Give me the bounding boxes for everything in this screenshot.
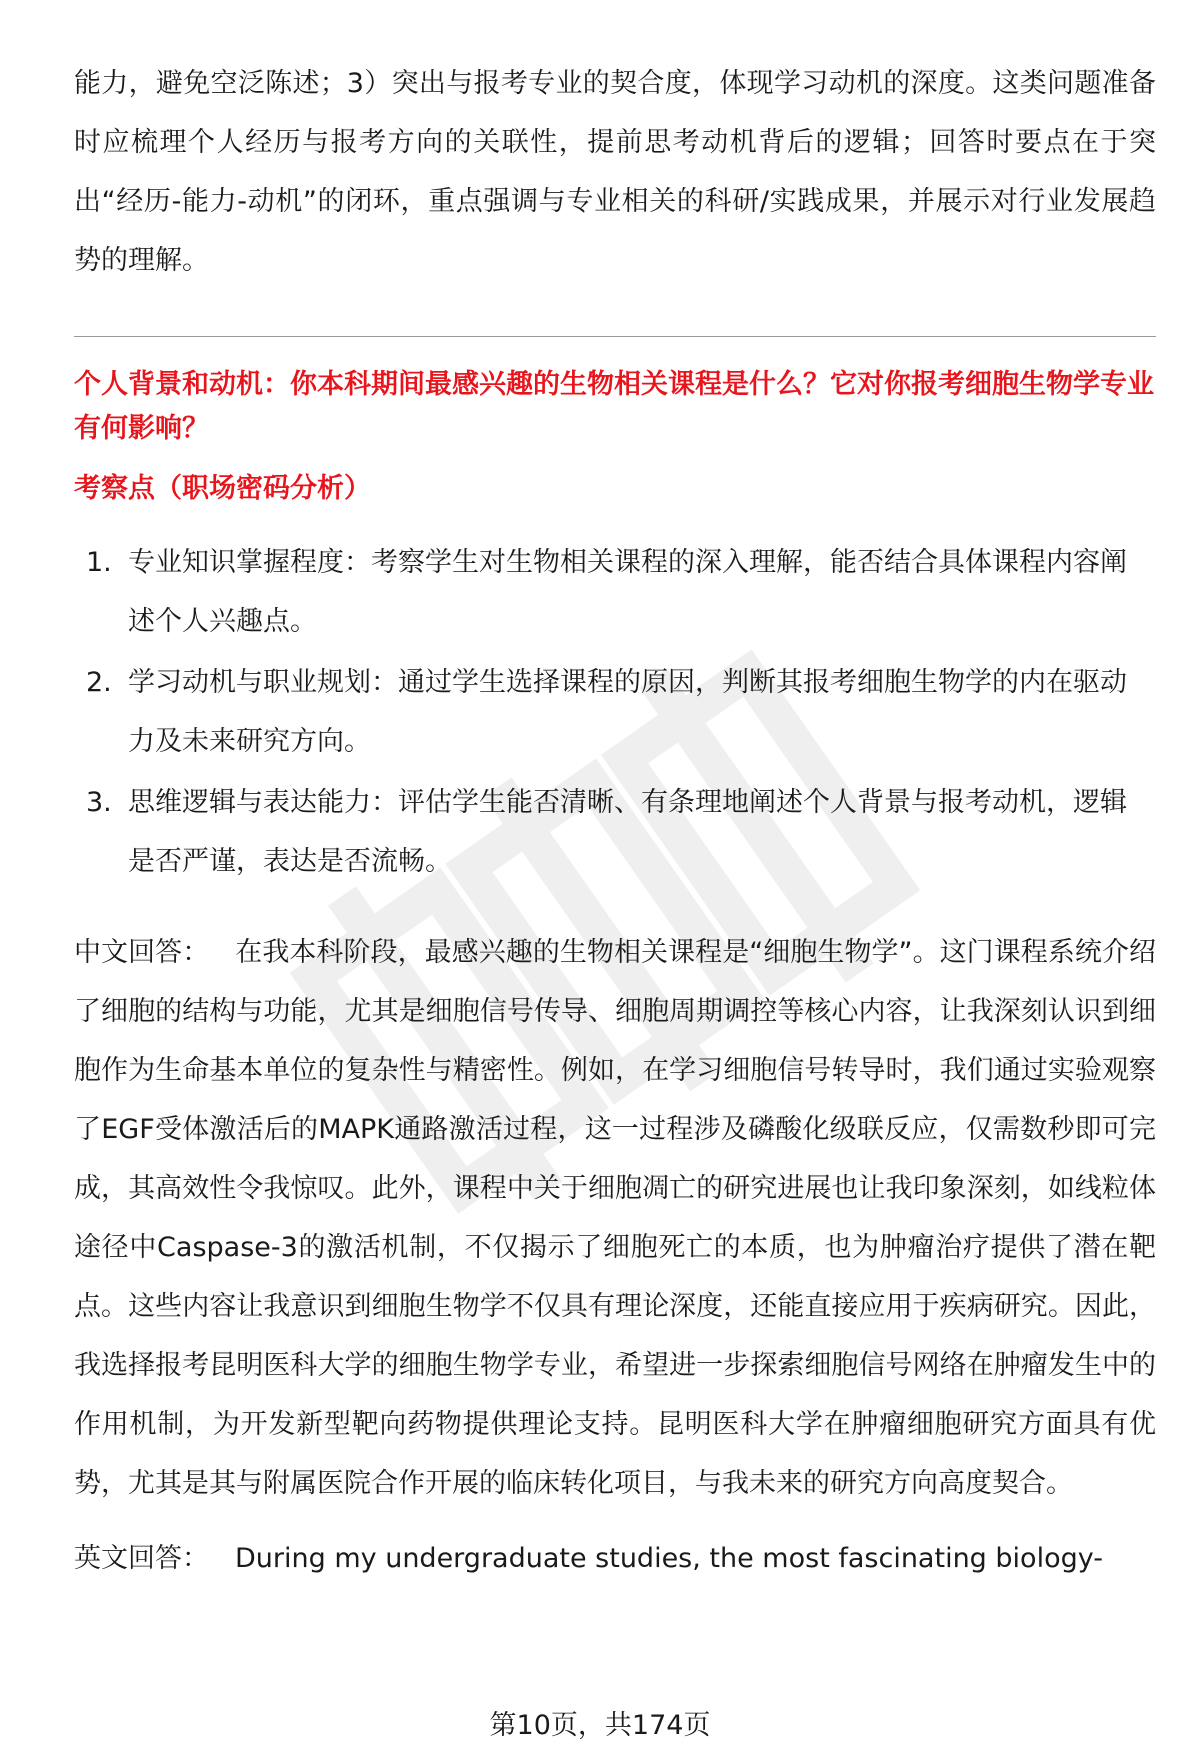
chinese-answer-label: 中文回答： bbox=[74, 937, 210, 968]
assessment-item-number: 1. bbox=[86, 547, 112, 578]
assessment-item-number: 2. bbox=[86, 667, 112, 698]
assessment-item bbox=[74, 653, 1156, 771]
english-answer bbox=[74, 1529, 1156, 1588]
section-divider bbox=[74, 336, 1156, 337]
assessment-heading: 考察点（职场密码分析） bbox=[74, 473, 371, 504]
assessment-item bbox=[74, 773, 1156, 891]
assessment-list bbox=[74, 533, 1156, 891]
english-answer-text: During my undergraduate studies, the most fascinating biology- bbox=[235, 1543, 1103, 1574]
english-answer-label: 英文回答： bbox=[74, 1543, 209, 1574]
chinese-answer-text: 在我本科阶段，最感兴趣的生物相关课程是“细胞生物学”。这门课程系统介绍了细胞的结构与功能，尤其是细胞信号传导、细胞周期调控等核心内容，让我深刻认识到细胞作为生命基本单位的复杂性与精密性。例如，在学习细胞信号转导时，我们通过实验观察了EGF受体激活后的MAPK通路激活过程，这一过程涉及磷酸化级联反应，仅需数秒即可完成，其高效性令我惊叹。此外，课程中关于细胞凋亡的研究进展也让我印象深刻，如线粒体途径中Caspase-3的激活机制，不仅揭示了细胞死亡的本质，也为肿瘤治疗提供了潜在靶点。这些内容让我意识到细胞生物学不仅具有理论深度，还能直接应用于疾病研究。因此，我选择报考昆明医科大学的细胞生物学专业，希望进一步探索细胞信号网络在肿瘤发生中的作用机制，为开发新型靶向药物提供理论支持。昆明医科大学在肿瘤细胞研究方面具有优势，尤其是其与附属医院合作开展的临床转化项目，与我未来的研究方向高度契合。 bbox=[74, 937, 1156, 1499]
chinese-answer bbox=[74, 923, 1156, 1513]
assessment-item-text: 学习动机与职业规划：通过学生选择课程的原因，判断其报考细胞生物学的内在驱动力及未来研究方向。 bbox=[128, 667, 1127, 757]
intro-paragraph: 能力，避免空泛陈述；3）突出与报考专业的契合度，体现学习动机的深度。这类问题准备时应梳理个人经历与报考方向的关联性，提前思考动机背后的逻辑；回答时要点在于突出“经历-能力-动机”的闭环，重点强调与专业相关的科研/实践成果，并展示对行业发展趋势的理解。 bbox=[74, 68, 1156, 276]
document-page bbox=[74, 54, 1156, 1588]
question-heading: 个人背景和动机：你本科期间最感兴趣的生物相关课程是什么？它对你报考细胞生物学专业有何影响？ bbox=[74, 369, 1154, 444]
assessment-item bbox=[74, 533, 1156, 651]
assessment-item-number: 3. bbox=[86, 787, 112, 818]
page-footer: 第10页，共174页 bbox=[489, 1710, 711, 1741]
assessment-item-text: 思维逻辑与表达能力：评估学生能否清晰、有条理地阐述个人背景与报考动机，逻辑是否严谨，表达是否流畅。 bbox=[128, 787, 1127, 877]
assessment-item-text: 专业知识掌握程度：考察学生对生物相关课程的深入理解，能否结合具体课程内容阐述个人兴趣点。 bbox=[128, 547, 1127, 637]
